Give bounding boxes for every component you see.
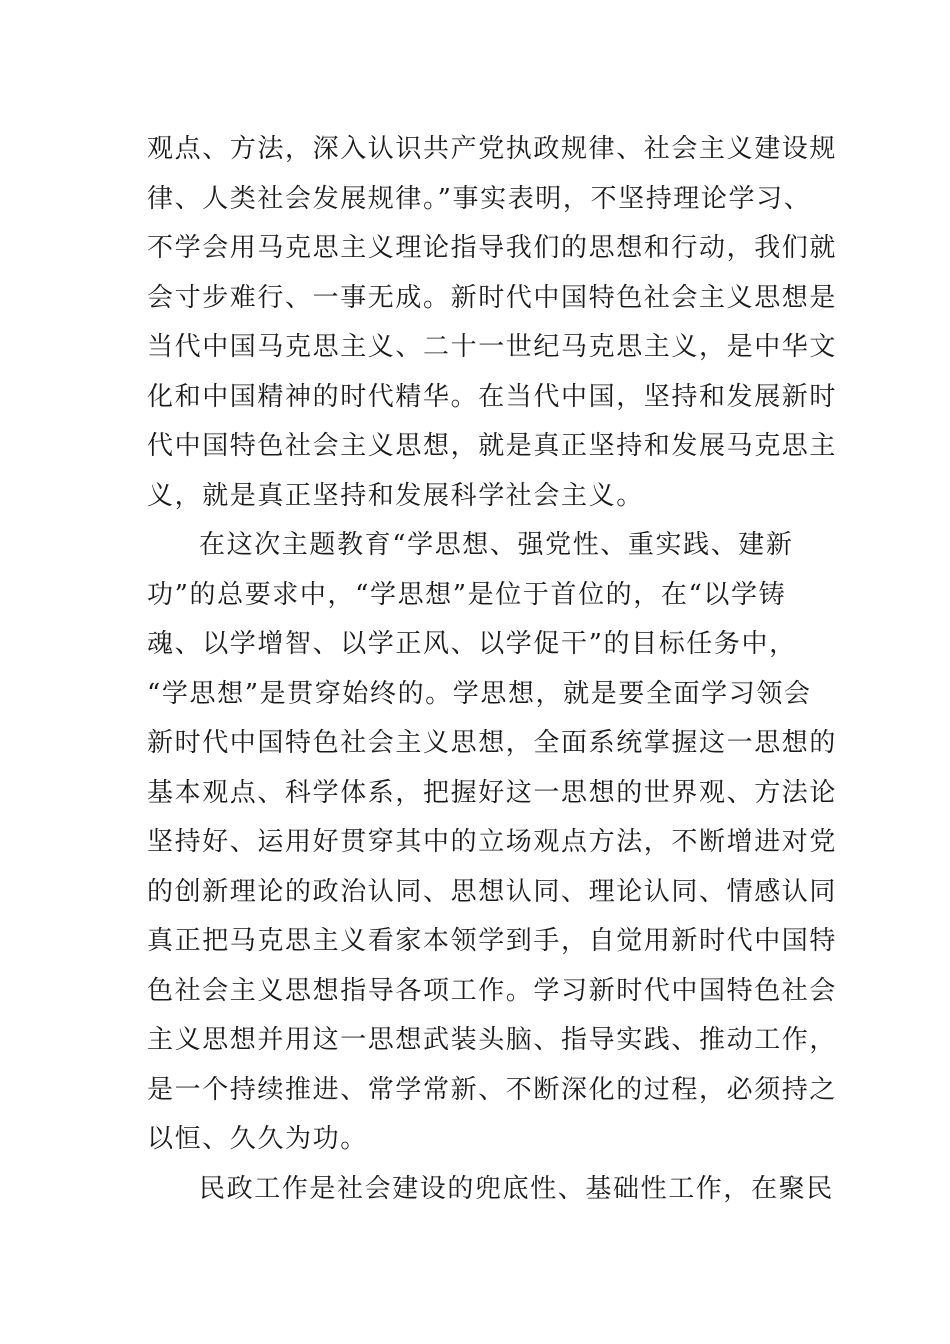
- text-line: 是一个持续推进、常学常新、不断深化的过程，必须持之: [147, 1074, 838, 1105]
- text-line: 义，就是真正坚持和发展科学社会主义。: [147, 480, 644, 511]
- text-line: 功”的总要求中，“学思想”是位于首位的，在“以学铸: [147, 579, 787, 610]
- paragraph-start-line: 在这次主题教育“学思想、强党性、重实践、建新: [199, 530, 794, 560]
- body-text: [147, 125, 838, 1214]
- text-line: 色社会主义思想指导各项工作。学习新时代中国特色社会: [147, 975, 838, 1006]
- text-line: “学思想”是贯穿始终的。学思想，就是要全面学习领会: [147, 678, 812, 709]
- text-line: 观点、方法，深入认识共产党执政规律、社会主义建设规: [147, 134, 838, 164]
- text-line: 以恒、久久为功。: [147, 1124, 368, 1154]
- text-line: 真正把马克思主义看家本领学到手，自觉用新时代中国特: [147, 926, 838, 956]
- text-line: 的创新理论的政治认同、思想认同、理论认同、情感认同: [147, 876, 838, 907]
- text-line: 主义思想并用这一思想武装头脑、指导实践、推动工作，: [147, 1025, 838, 1055]
- text-line: 不学会用马克思主义理论指导我们的思想和行动，我们就: [147, 233, 838, 263]
- paragraph-start-line: 民政工作是社会建设的兜底性、基础性工作，在聚民: [199, 1173, 834, 1204]
- text-line: 会寸步难行、一事无成。新时代中国特色社会主义思想是: [147, 282, 838, 313]
- text-line: 化和中国精神的时代精华。在当代中国，坚持和发展新时: [147, 381, 838, 412]
- text-line: 代中国特色社会主义思想，就是真正坚持和发展马克思主: [147, 431, 838, 461]
- text-line: 当代中国马克思主义、二十一世纪马克思主义，是中华文: [147, 332, 838, 362]
- text-line: 新时代中国特色社会主义思想，全面系统掌握这一思想的: [147, 728, 838, 758]
- text-line: 律、人类社会发展规律。”事实表明，不坚持理论学习、: [147, 183, 812, 214]
- text-line: 基本观点、科学体系，把握好这一思想的世界观、方法论: [147, 777, 838, 808]
- text-line: 坚持好、运用好贯穿其中的立场观点方法，不断增进对党: [147, 827, 838, 857]
- text-line: 魂、以学增智、以学正风、以学促干”的目标任务中，: [147, 629, 797, 659]
